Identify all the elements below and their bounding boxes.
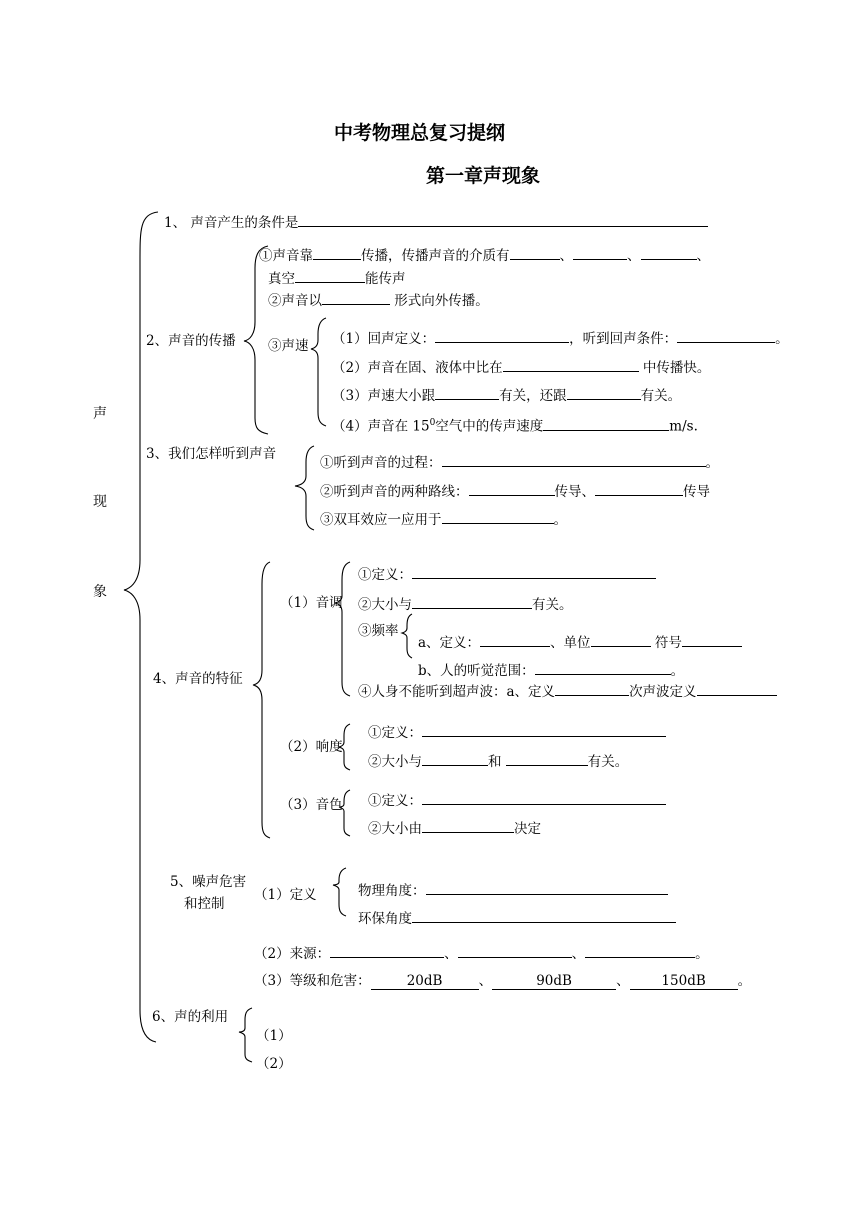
page-title: 中考物理总复习提纲	[334, 122, 506, 144]
blank[interactable]	[298, 212, 708, 227]
s2-speed: ③声速	[268, 338, 309, 354]
side-label-1: 声	[93, 406, 107, 422]
pitch-4: ④人身不能听到超声波：a、定义 次声波定义	[358, 681, 777, 701]
blank[interactable]	[412, 564, 656, 579]
speed-3: （3）声速大小跟 有关，还跟 有关。	[332, 385, 681, 405]
side-label-2: 现	[93, 494, 107, 510]
s2-brace	[244, 246, 268, 434]
loud-1: ①定义：	[368, 722, 666, 742]
chapter-title: 第一章声现象	[426, 165, 541, 187]
blank[interactable]	[641, 245, 697, 260]
pitch-label: （1）音调	[280, 595, 343, 611]
blank[interactable]	[422, 818, 514, 833]
timbre-label: （3）音色	[280, 797, 343, 813]
blank[interactable]	[591, 632, 651, 647]
s1-label: 1、 声音产生的条件是	[164, 215, 299, 231]
blank[interactable]	[595, 481, 683, 496]
noise-source: （2）来源： 、 、 。	[254, 943, 709, 963]
blank[interactable]	[503, 357, 639, 372]
s4-brace	[253, 562, 270, 838]
s3-label: 3、我们怎样听到声音	[146, 446, 277, 462]
s3-item3: ③双耳效应一应用于 。	[320, 509, 567, 529]
s2-line3: ②声音以 形式向外传播。	[268, 290, 489, 310]
noise-phys: 物理角度：	[358, 880, 668, 900]
blank[interactable]	[458, 943, 572, 958]
level-90db: 90dB	[492, 973, 616, 990]
blank[interactable]	[422, 722, 666, 737]
s4-label: 4、声音的特征	[153, 671, 243, 687]
s1-line	[164, 212, 708, 232]
blank[interactable]	[422, 751, 488, 766]
blank[interactable]	[567, 385, 641, 400]
blank[interactable]	[677, 328, 775, 343]
s3-item1: ①听到声音的过程： 。	[320, 452, 719, 472]
blank[interactable]	[469, 481, 555, 496]
speed-1: （1）回声定义： ，听到回声条件： 。	[332, 328, 789, 348]
blank[interactable]	[510, 245, 560, 260]
speed-4: （4）声音在 $15^0$空气中的传声速度 m/s.	[332, 414, 698, 436]
blank[interactable]	[412, 594, 532, 609]
side-label-3: 象	[93, 584, 107, 600]
blank[interactable]	[330, 943, 444, 958]
noise-brace	[333, 868, 346, 916]
s6-item1: （1）	[256, 1028, 292, 1044]
speed-2: （2）声音在固、液体中比在 中传播快。	[332, 357, 710, 377]
s6-item2: （2）	[256, 1056, 292, 1072]
blank[interactable]	[480, 632, 550, 647]
blank[interactable]	[543, 416, 669, 431]
s6-label: 6、声的利用	[152, 1009, 229, 1025]
s2-line1: ①声音靠 传播，传播声音的介质有 、 、 、	[259, 245, 710, 265]
s5-label2: 和控制	[184, 896, 225, 912]
use-brace	[239, 1008, 252, 1062]
timbre-2: ②大小由 决定	[368, 818, 541, 838]
noise-env: 环保角度	[358, 908, 676, 928]
s2-label: 2、声音的传播	[146, 333, 236, 349]
blank[interactable]	[435, 328, 569, 343]
freq-brace	[402, 614, 412, 658]
blank[interactable]	[322, 290, 390, 305]
pitch-brace	[335, 562, 350, 696]
noise-def: （1）定义	[254, 887, 317, 903]
blank[interactable]	[295, 268, 365, 283]
noise-level: （3）等级和危害： 20dB 、 90dB 、 150dB 。	[254, 973, 752, 989]
loud-label: （2）响度	[280, 739, 343, 755]
blank[interactable]	[555, 681, 629, 696]
level-150db: 150dB	[630, 973, 738, 990]
blank[interactable]	[535, 660, 671, 675]
s3-brace	[295, 446, 314, 530]
blank[interactable]	[422, 790, 666, 805]
loud-2: ②大小与 和 有关。	[368, 751, 628, 771]
blank[interactable]	[442, 509, 554, 524]
s2-line2: 真空 能传声	[268, 268, 406, 288]
blank[interactable]	[313, 245, 361, 260]
blank[interactable]	[442, 452, 706, 467]
pitch-1: ①定义：	[358, 564, 656, 584]
blank[interactable]	[426, 880, 668, 895]
timbre-1: ①定义：	[368, 790, 666, 810]
blank[interactable]	[435, 385, 499, 400]
freq-a: a、定义： 、单位 符号	[418, 632, 742, 652]
blank[interactable]	[506, 751, 588, 766]
blank[interactable]	[682, 632, 742, 647]
freq-b: b、人的听觉范围： 。	[418, 660, 684, 680]
blank[interactable]	[412, 908, 676, 923]
s3-item2: ②听到声音的两种路线： 传导、 传导	[320, 481, 710, 501]
blank[interactable]	[697, 681, 777, 696]
blank[interactable]	[573, 245, 627, 260]
pitch-3: ③频率	[358, 623, 399, 639]
level-20db: 20dB	[371, 973, 479, 990]
pitch-2: ②大小与 有关。	[358, 594, 573, 614]
speed-brace	[311, 318, 326, 426]
s5-label1: 5、噪声危害	[170, 874, 247, 890]
blank[interactable]	[585, 943, 695, 958]
